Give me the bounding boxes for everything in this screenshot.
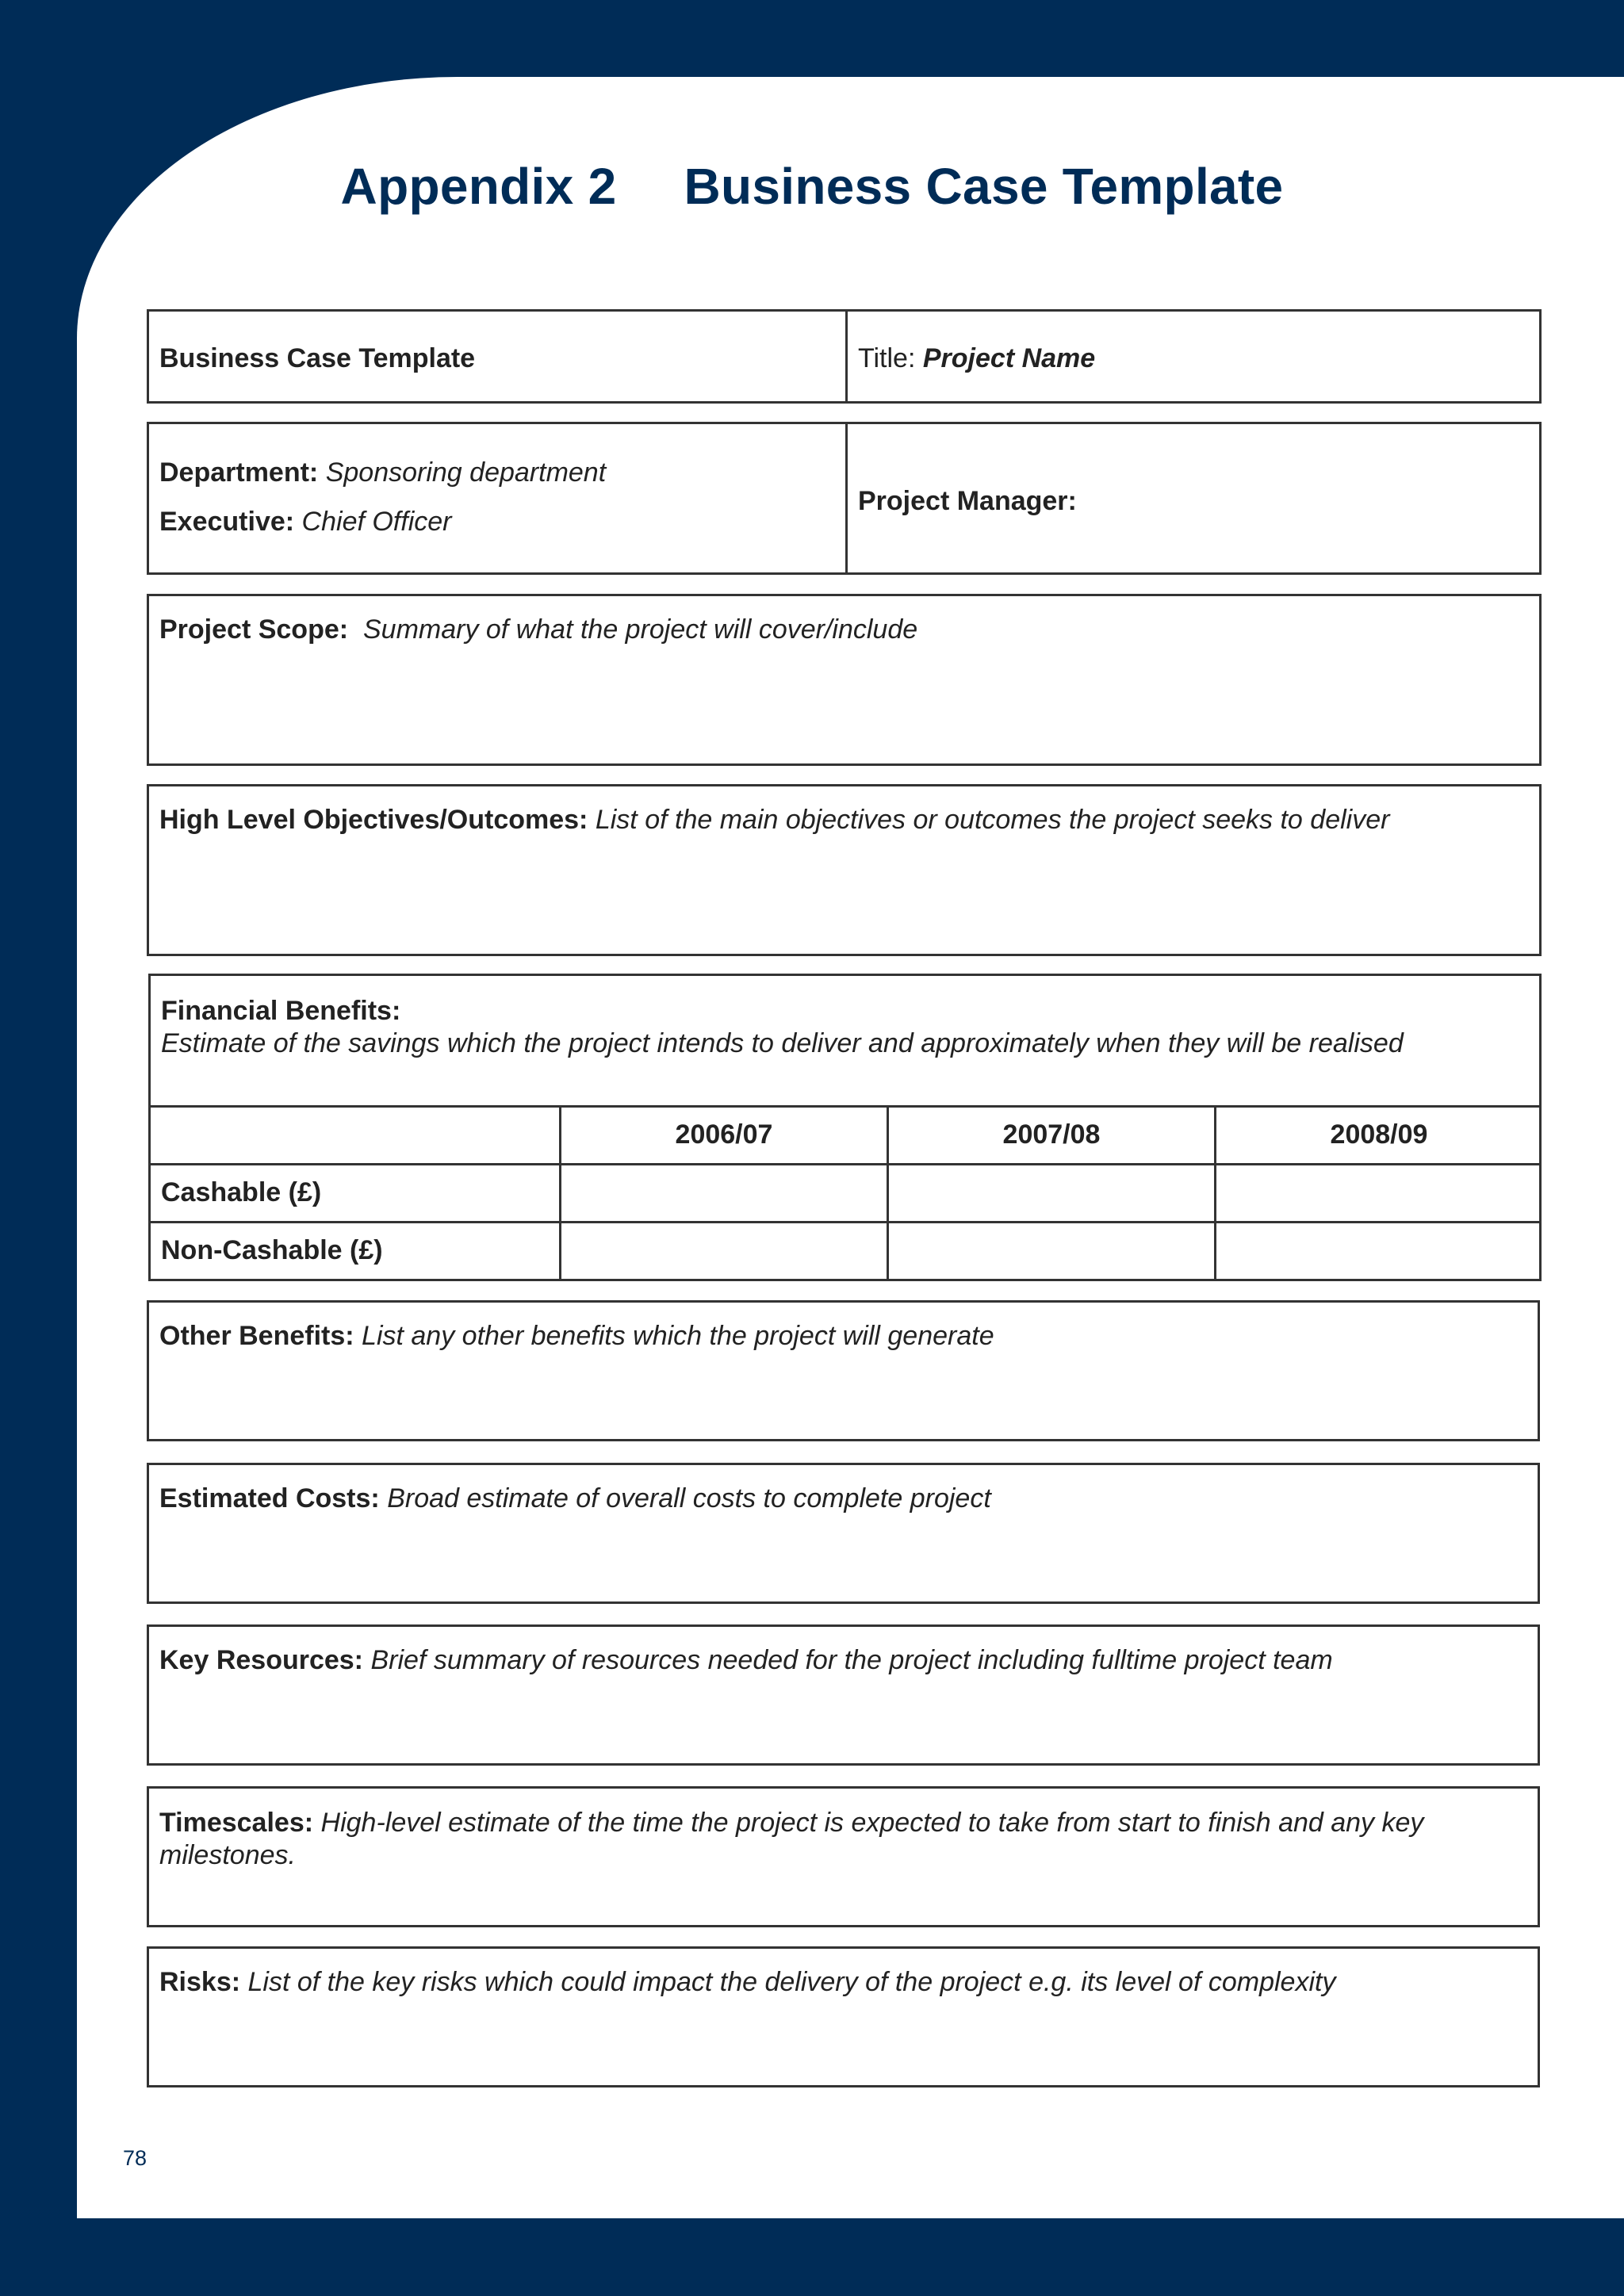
year-header: 2007/08: [1002, 1119, 1101, 1150]
non-cashable-row-label: Non-Cashable (£): [161, 1235, 383, 1265]
page-heading: [0, 157, 1624, 216]
template-label: Business Case Template: [159, 343, 476, 373]
timescales-text: High-level estimate of the time the project is expected to take from start to finish and any key milestones.: [159, 1808, 1424, 1870]
financial-benefits-text: Estimate of the savings which the project intends to deliver and approximately when they will be realised: [161, 1028, 1404, 1058]
executive-value: Chief Officer: [301, 507, 452, 537]
key-resources-text: Brief summary of resources needed for the project including fulltime project team: [370, 1645, 1333, 1675]
project-manager-label: Project Manager:: [858, 486, 1077, 516]
project-scope-text: Summary of what the project will cover/include: [362, 614, 918, 645]
estimated-costs-text: Broad estimate of overall costs to complete project: [387, 1483, 991, 1513]
heading-appendix: Appendix 2: [340, 158, 617, 215]
page-number: 78: [123, 2146, 147, 2170]
department-value: Sponsoring department: [325, 457, 607, 488]
key-resources-box[interactable]: [147, 1624, 1540, 1766]
risks-label: Risks:: [159, 1967, 241, 1997]
objectives-text: List of the main objectives or outcomes the project seeks to deliver: [595, 805, 1390, 835]
timescales-box[interactable]: [147, 1786, 1540, 1927]
department-field[interactable]: [159, 457, 606, 488]
other-benefits-text: List any other benefits which the project will generate: [362, 1321, 994, 1351]
risks-box[interactable]: [147, 1946, 1540, 2087]
timescales-label: Timescales:: [159, 1808, 314, 1838]
other-benefits-label: Other Benefits:: [159, 1321, 354, 1351]
objectives-label: High Level Objectives/Outcomes:: [159, 805, 588, 835]
department-row-box: [147, 422, 1542, 575]
project-scope-box[interactable]: [147, 594, 1542, 766]
estimated-costs-label: Estimated Costs:: [159, 1483, 380, 1513]
key-resources-label: Key Resources:: [159, 1645, 364, 1675]
year-header: 2008/09: [1330, 1119, 1428, 1150]
cashable-row-label: Cashable (£): [161, 1177, 322, 1207]
year-header: 2006/07: [675, 1119, 773, 1150]
executive-label: Executive:: [159, 507, 295, 537]
title-field[interactable]: [858, 343, 1095, 374]
header-row-box: [147, 309, 1542, 404]
title-label: Title:: [858, 343, 916, 373]
estimated-costs-box[interactable]: [147, 1463, 1540, 1604]
department-label: Department:: [159, 457, 319, 488]
financial-benefits-label: Financial Benefits:: [161, 996, 401, 1026]
objectives-box[interactable]: [147, 784, 1542, 956]
project-scope-label: Project Scope:: [159, 614, 349, 645]
executive-field[interactable]: [159, 507, 452, 538]
title-value: Project Name: [922, 343, 1096, 373]
financial-benefits-box: [148, 974, 1542, 1281]
other-benefits-box[interactable]: [147, 1300, 1540, 1441]
risks-text: List of the key risks which could impact the delivery of the project e.g. its level of complexity: [247, 1967, 1336, 1997]
heading-title: Business Case Template: [684, 158, 1284, 215]
project-manager-field[interactable]: [858, 486, 1077, 517]
